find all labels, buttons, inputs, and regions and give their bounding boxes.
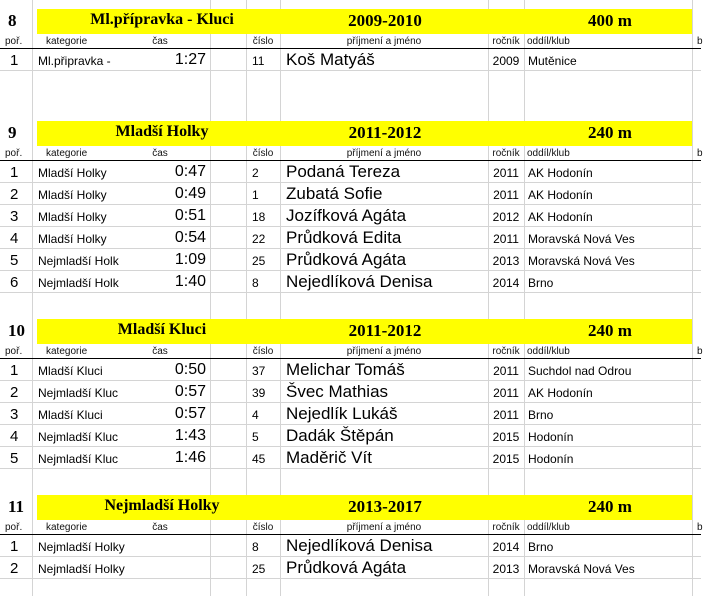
cell-bib: 25 [252,254,266,268]
header-bib: číslo [252,36,274,47]
cell-time: 0:51 [174,207,206,224]
cell-year: 2009 [492,54,520,68]
cell-category: Mladší Holky [38,210,107,224]
section-title: Ml.přípravka - Kluci [90,11,234,28]
cell-bib: 8 [252,276,259,290]
cell-year: 2015 [492,452,520,466]
section-years: 2009-2010 [348,11,422,30]
cell-club: Brno [528,276,554,290]
cell-club: Hodonín [528,452,574,466]
cell-bib: 2 [252,166,259,180]
cell-rank: 2 [10,186,19,203]
cell-category: Ml.připravka - [38,54,111,68]
section-distance: 240 m [588,321,632,340]
cell-rank: 1 [10,164,19,181]
cell-time [150,559,206,579]
cell-category: Nejmladší Holk [38,254,119,268]
header-year: ročník [492,522,520,533]
cell-time: 0:54 [174,229,206,246]
header-category: kategorie [46,148,88,159]
cell-rank: 3 [10,208,19,225]
section-number: 9 [8,123,17,142]
cell-club: AK Hodonín [528,166,593,180]
section-distance: 240 m [588,123,632,142]
header-category: kategorie [46,346,88,357]
cell-time: 1:40 [174,273,206,290]
header-name: příjmení a jméno [346,148,422,159]
cell-year: 2013 [492,562,520,576]
cell-bib: 8 [252,540,259,554]
cell-category: Mladší Kluci [38,364,103,378]
cell-time: 1:43 [174,427,206,444]
section-years: 2011-2012 [348,321,422,340]
cell-year: 2011 [493,364,519,378]
header-extra: b [697,522,703,533]
table-row [0,403,701,425]
row-divider [0,468,701,469]
header-name: příjmení a jméno [346,346,422,357]
cell-category: Nejmladší Kluc [38,452,119,466]
header-time: čas [152,346,168,357]
cell-rank: 5 [10,252,19,269]
table-row [0,447,701,469]
row-divider [0,578,701,579]
cell-year: 2011 [493,232,519,246]
header-name: příjmení a jméno [346,522,422,533]
section-distance: 400 m [588,11,632,30]
section-number: 11 [8,497,25,516]
cell-year: 2014 [492,540,520,554]
header-name: příjmení a jméno [346,36,422,47]
cell-club: AK Hodonín [528,210,593,224]
cell-rank: 1 [10,538,19,555]
header-club: oddíl/klub [527,522,570,533]
cell-rank: 5 [10,450,19,467]
header-year: ročník [492,148,520,159]
table-row [0,249,701,271]
cell-club: AK Hodonín [528,386,593,400]
header-bib: číslo [252,346,274,357]
cell-name: Průdková Agáta [286,250,407,269]
cell-category: Mladší Holky [38,188,107,202]
cell-club: Moravská Nová Ves [528,232,635,246]
cell-year: 2013 [492,254,520,268]
section-title-row [0,318,701,344]
cell-category: Nejmladší Kluc [38,430,119,444]
column-header-row [0,344,701,359]
cell-rank: 1 [10,362,19,379]
header-club: oddíl/klub [527,36,570,47]
cell-year: 2011 [493,386,519,400]
cell-time: 1:27 [174,51,206,68]
header-year: ročník [492,346,520,357]
header-rank: poř. [5,148,23,159]
cell-club: Mutěnice [528,54,577,68]
cell-name: Švec Mathias [286,382,389,401]
cell-rank: 2 [10,384,19,401]
cell-bib: 18 [252,210,266,224]
cell-category: Mladší Kluci [38,408,103,422]
header-bib: číslo [252,148,274,159]
column-header-row [0,520,701,535]
header-extra: b [697,36,703,47]
cell-rank: 4 [10,230,19,247]
header-extra: b [697,346,703,357]
section-number: 8 [8,11,17,30]
cell-rank: 3 [10,406,19,423]
cell-club: AK Hodonín [528,188,593,202]
cell-name: Melichar Tomáš [286,360,405,379]
cell-category: Nejmladší Holky [38,562,125,576]
cell-category: Mladší Holky [38,232,107,246]
cell-club: Hodonín [528,430,574,444]
section-years: 2011-2012 [348,123,422,142]
cell-rank: 4 [10,428,19,445]
cell-category: Nejmladší Kluc [38,386,119,400]
cell-name: Koš Matyáš [286,50,375,69]
section-distance: 240 m [588,497,632,516]
cell-year: 2011 [493,408,519,422]
cell-name: Průdková Agáta [286,558,407,577]
cell-name: Podaná Tereza [286,162,401,181]
cell-bib: 1 [252,188,259,202]
cell-time: 0:49 [174,185,206,202]
cell-time: 1:46 [174,449,206,466]
header-time: čas [152,148,168,159]
cell-name: Nejedlíková Denisa [286,272,433,291]
table-row [0,535,701,557]
cell-bib: 45 [252,452,266,466]
cell-bib: 11 [252,54,265,68]
cell-category: Mladší Holky [38,166,107,180]
cell-club: Suchdol nad Odrou [528,364,632,378]
cell-bib: 22 [252,232,266,246]
cell-year: 2015 [492,430,520,444]
cell-year: 2011 [493,188,519,202]
cell-rank: 1 [10,52,19,69]
cell-time: 0:50 [174,361,206,378]
cell-name: Zubatá Sofie [286,184,383,203]
row-divider [0,70,701,71]
cell-category: Nejmladší Holky [38,540,125,554]
header-category: kategorie [46,522,88,533]
table-row [0,227,701,249]
cell-time: 1:09 [174,251,206,268]
table-row [0,161,701,183]
cell-name: Nejedlíková Denisa [286,536,433,555]
header-rank: poř. [5,36,23,47]
cell-name: Maděrič Vít [286,448,372,467]
header-year: ročník [492,36,520,47]
section-title: Mladší Holky [115,123,209,140]
column-header-row [0,34,701,49]
cell-year: 2011 [493,166,519,180]
table-row [0,557,701,579]
header-time: čas [152,36,168,47]
cell-bib: 37 [252,364,266,378]
cell-bib: 39 [252,386,266,400]
cell-year: 2012 [492,210,520,224]
header-time: čas [152,522,168,533]
table-row [0,381,701,403]
cell-name: Dadák Štěpán [286,426,394,445]
column-header-row [0,146,701,161]
table-row [0,205,701,227]
section-title: Nejmladší Holky [104,497,220,514]
cell-name: Průdková Edita [286,228,402,247]
header-club: oddíl/klub [527,148,570,159]
section-number: 10 [8,321,25,340]
cell-club: Brno [528,540,554,554]
cell-time [150,537,206,557]
header-club: oddíl/klub [527,346,570,357]
cell-bib: 4 [252,408,259,422]
cell-bib: 25 [252,562,266,576]
cell-rank: 2 [10,560,19,577]
cell-rank: 6 [10,274,19,291]
header-extra: b [697,148,703,159]
table-row [0,271,701,293]
section-title-row [0,120,701,146]
cell-name: Nejedlík Lukáš [286,404,398,423]
section-title-row [0,8,701,34]
header-rank: poř. [5,522,23,533]
cell-time: 0:57 [174,383,206,400]
table-row [0,49,701,71]
section-years: 2013-2017 [348,497,422,516]
cell-time: 0:57 [174,405,206,422]
table-row [0,183,701,205]
table-row [0,425,701,447]
cell-category: Nejmladší Holk [38,276,119,290]
header-bib: číslo [252,522,274,533]
cell-club: Moravská Nová Ves [528,254,635,268]
cell-bib: 5 [252,430,259,444]
cell-year: 2014 [492,276,520,290]
table-row [0,359,701,381]
cell-name: Jozífková Agáta [286,206,407,225]
section-title-row [0,494,701,520]
cell-club: Brno [528,408,554,422]
header-rank: poř. [5,346,23,357]
cell-time: 0:47 [174,163,206,180]
section-title: Mladší Kluci [117,321,207,338]
row-divider [0,292,701,293]
header-category: kategorie [46,36,88,47]
cell-club: Moravská Nová Ves [528,562,635,576]
